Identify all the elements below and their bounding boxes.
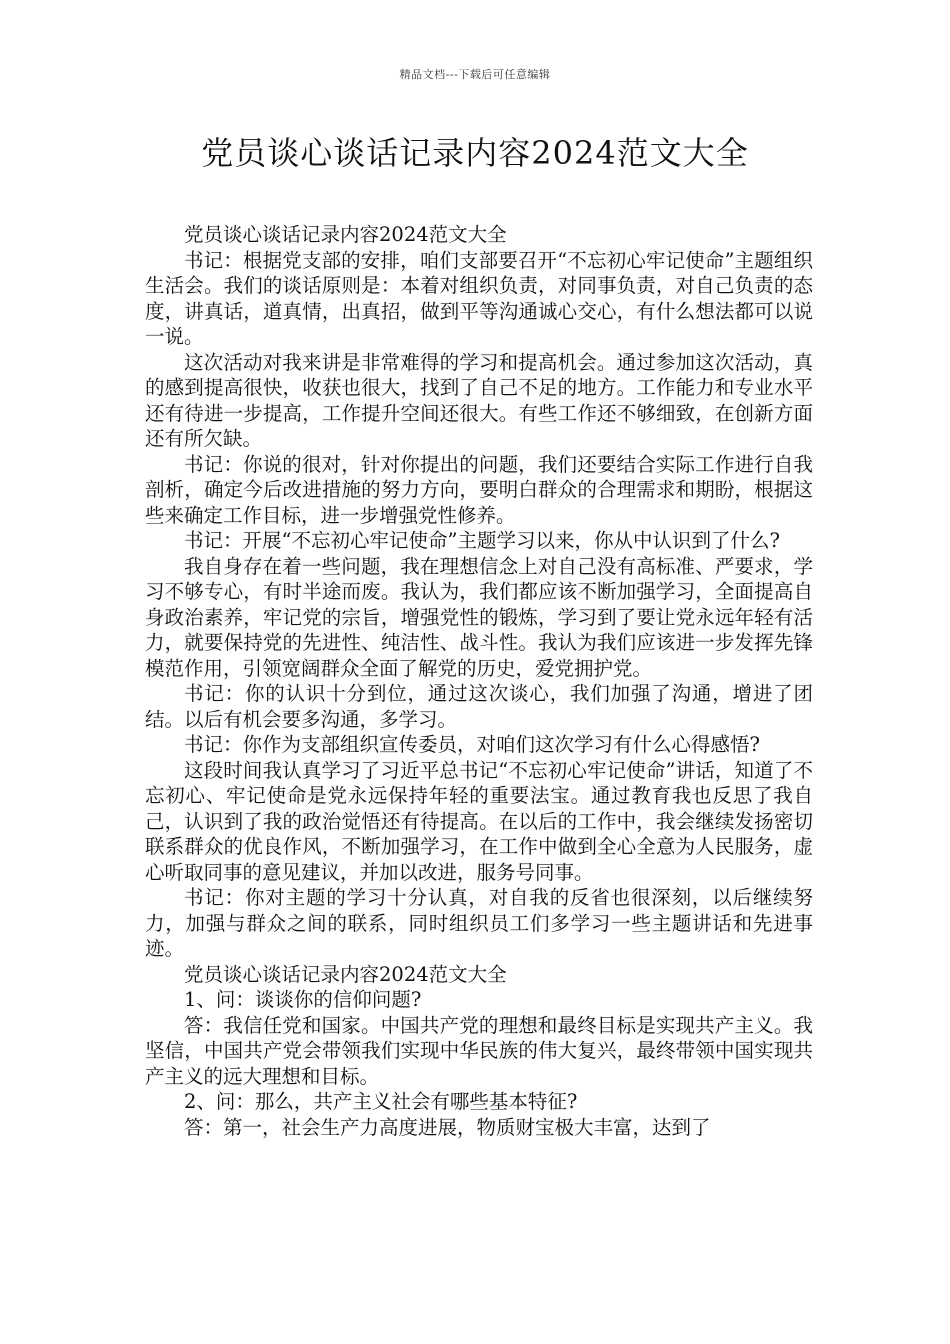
paragraph: 我自身存在着一些问题，我在理想信念上对自己没有高标准、严要求，学习不够专心，有时半途而废。我认为，我们都应该不断加强学习，全面提高自身政治素养，牢记党的宗旨，增强党性的锻炼，学习到了要让党永远年轻有活力，就要保持党的先进性、纯洁性、战斗性。我认为我们应该进一步发挥先锋模范作用，引领宽阔群众全面了解党的历史，爱党拥护党。 (145, 554, 813, 680)
paragraph-answer: 答：我信任党和国家。中国共产党的理想和最终目标是实现共产主义。我坚信，中国共产党会带领我们实现中华民族的伟大复兴，最终带领中国实现共产主义的远大理想和目标。 (145, 1013, 813, 1088)
document-body (145, 222, 813, 1140)
header-note: 精品文档---下载后可任意编辑 (399, 68, 551, 81)
paragraph-section-heading: 党员谈心谈话记录内容2024范文大全 (184, 962, 507, 986)
paragraph-answer: 答：第一，社会生产力高度进展，物质财宝极大丰富，达到了 (184, 1115, 711, 1139)
paragraph: 书记：你的认识十分到位，通过这次谈心，我们加强了沟通，增进了团结。以后有机会要多沟通，多学习。 (145, 682, 813, 731)
paragraph: 书记：你对主题的学习十分认真，对自我的反省也很深刻，以后继续努力，加强与群众之间的联系，同时组织员工们多学习一些主题讲话和先进事迹。 (145, 886, 813, 960)
paragraph-subtitle: 党员谈心谈话记录内容2024范文大全 (184, 223, 507, 246)
paragraph: 书记：你说的很对，针对你提出的问题，我们还要结合实际工作进行自我剖析，确定今后改进措施的努力方向，要明白群众的合理需求和期盼，根据这些来确定工作目标，进一步增强党性修养。 (145, 452, 813, 527)
paragraph-question: 1、问：谈谈你的信仰问题? (184, 988, 422, 1011)
paragraph: 这次活动对我来讲是非常难得的学习和提高机会。通过参加这次活动，真的感到提高很快，收获也很大，找到了自己不足的地方。工作能力和专业水平还有待进一步提高，工作提升空间还很大。有些工作还不够细致，在创新方面还有所欠缺。 (145, 350, 813, 450)
paragraph: 书记：你作为支部组织宣传委员，对咱们这次学习有什么心得感悟? (184, 733, 760, 756)
paragraph-question: 2、问：那么，共产主义社会有哪些基本特征? (184, 1090, 578, 1113)
paragraph: 书记：开展“不忘初心牢记使命”主题学习以来，你从中认识到了什么? (184, 529, 780, 552)
paragraph: 书记：根据党支部的安排，咱们支部要召开“不忘初心牢记使命”主题组织生活会。我们的谈话原则是：本着对组织负责，对同事负责，对自己负责的态度，讲真话，道真情，出真招，做到平等沟通诚心交心，有什么想法都可以说一说。 (145, 248, 813, 348)
document-title: 党员谈心谈话记录内容2024范文大全 (201, 134, 749, 172)
paragraph: 这段时间我认真学习了习近平总书记“不忘初心牢记使命”讲话，知道了不忘初心、牢记使命是党永远保持年轻的重要法宝。通过教育我也反思了我自己，认识到了我的政治觉悟还有待提高。在以后的工作中，我会继续发扬密切联系群众的优良作风，不断加强学习，在工作中做到全心全意为人民服务，虚心听取同事的意见建议，并加以改进，服务号同事。 (145, 758, 813, 884)
